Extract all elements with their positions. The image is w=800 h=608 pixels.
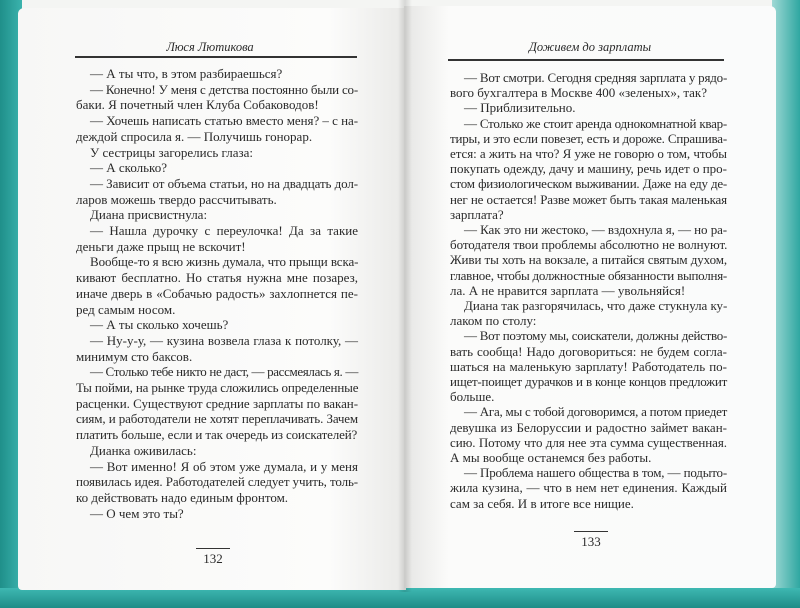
- paragraph: [450, 328, 727, 404]
- text-line: — Вот смотри. Сегодня средняя зарплата у рядо-: [464, 70, 728, 85]
- text-line: — А сколько?: [90, 160, 167, 176]
- text-line: шаться на маленькую зарплату! Работодатель по-: [450, 358, 727, 374]
- paragraph: [450, 222, 727, 298]
- text-line: расценки. Существуют средние зарплаты по вакан-: [76, 395, 358, 411]
- paragraph: [76, 145, 358, 161]
- right-page-number: 133: [581, 534, 601, 549]
- text-line: тиры, и это если повезет, есть и дороже. Спрашива-: [450, 130, 727, 146]
- text-line: больше.: [450, 389, 495, 405]
- text-line: ла. А не нравится зарплата — увольняйся!: [450, 282, 686, 298]
- text-line: — Вот именно! Я об этом уже думала, и у меня: [90, 458, 358, 474]
- left-page-number-rule: [196, 548, 230, 549]
- text-line: жила кузина, — что в нем нет единения. Каждый: [450, 480, 727, 496]
- text-line: Ты пойми, на рынке труда сложились определенные: [76, 380, 359, 396]
- text-line: ботодателя твои проблемы абсолютно не волнуют.: [450, 237, 728, 253]
- paragraph: [76, 113, 358, 144]
- right-running-head: Доживем до зарплаты: [528, 40, 652, 54]
- left-running-head: Люся Лютикова: [166, 40, 254, 54]
- text-line: У сестрицы загорелись глаза:: [90, 144, 254, 160]
- text-line: деньги даже прыщ не вскочит!: [76, 238, 246, 254]
- left-page-number: 132: [203, 551, 223, 566]
- text-line: иначе дверь в «Собачью радость» захлопнется пе-: [76, 285, 358, 301]
- paragraph: [76, 333, 358, 364]
- book-cover-right-edge: [772, 0, 800, 608]
- text-line: ко действовать надо единым фронтом.: [76, 489, 289, 505]
- paragraph: [76, 82, 358, 113]
- paragraph: [76, 443, 358, 459]
- text-line: вать сообща! Надо договориться: не будем согла-: [450, 343, 727, 359]
- text-line: Диана так разгорячилась, что даже стукнула ку-: [464, 298, 728, 314]
- right-page-number-rule: [574, 531, 608, 532]
- text-line: — Конечно! У меня с детства постоянно были со-: [90, 81, 358, 97]
- text-line: — Как это ни жестоко, — вздохнула я, — но ра-: [464, 222, 727, 238]
- text-line: ется: а жить на что? Я уже не говорю о том, чтобы: [450, 146, 727, 162]
- text-line: Дианка оживилась:: [90, 442, 197, 458]
- text-line: нег не остается! Разве может быть такая маленькая: [450, 191, 727, 207]
- paragraph: [450, 100, 727, 115]
- text-line: платить больше, если и так очередь из соискателей?: [76, 427, 358, 443]
- paragraph: [450, 465, 727, 511]
- paragraph: [450, 70, 727, 100]
- text-line: главное, чтобы должностные обязанности выполня-: [450, 267, 727, 283]
- text-line: ларов можешь твердо рассчитывать.: [76, 191, 277, 207]
- book-gutter: [398, 0, 412, 592]
- text-line: А мы вообще останемся без работы.: [450, 450, 652, 466]
- right-header-rule: [448, 59, 724, 61]
- text-line: Диана присвистнула:: [90, 207, 208, 223]
- text-line: девушка из Белоруссии и радостно займет вакан-: [450, 419, 727, 435]
- paragraph: [450, 116, 727, 222]
- text-line: сам за себя. И в итоге все нищие.: [450, 495, 634, 511]
- text-line: ред самым носом.: [76, 301, 176, 317]
- text-line: — Вот поэтому мы, соискатели, должны действо-: [464, 328, 727, 344]
- paragraph: [76, 364, 358, 443]
- text-line: сиям, и работодатели не хотят переплачивать. Зачем: [76, 411, 358, 427]
- text-line: минимум сто баксов.: [76, 348, 193, 364]
- text-line: Живи ты хоть на вокзале, а питайся святым духом,: [450, 252, 727, 268]
- paragraph: [450, 404, 727, 465]
- text-line: лаком по столу:: [450, 313, 537, 329]
- text-line: стом физиологическом выживании. Даже на еду де-: [450, 176, 727, 192]
- text-line: — Нашла дурочку с переулочка! Да за такие: [90, 223, 358, 239]
- text-line: сию. Потому что для нее эта сумма существенная.: [450, 434, 727, 450]
- paragraph: [76, 459, 358, 506]
- text-line: покупать одежду, дачу и машину, речь идет о про-: [450, 161, 728, 177]
- text-line: Вообще-то я всю жизнь думала, что прыщи вска-: [90, 254, 359, 270]
- text-line: — Ну-у-у, — кузина возвела глаза к потолку, —: [90, 332, 358, 348]
- text-line: баки. Я почетный член Клуба Собаководов!: [76, 97, 319, 113]
- text-line: — А ты что, в этом разбираешься?: [90, 66, 283, 81]
- text-line: — Столько тебе никто не даст, — рассмеялась я. —: [90, 364, 358, 380]
- paragraph: [76, 506, 358, 522]
- text-line: ищет-поищет дурачков и в конце концов предложит: [450, 374, 727, 390]
- paragraph: [76, 254, 358, 317]
- text-line: — Столько же стоит аренда однокомнатной квар-: [464, 115, 727, 131]
- text-line: вого бухгалтера в Москве 400 «зеленых», так?: [450, 85, 708, 101]
- text-line: зарплата?: [450, 206, 504, 222]
- paragraph: [76, 160, 358, 176]
- text-line: появилась идея. Работодателей следует учить, толь-: [76, 474, 359, 490]
- left-page-text: [76, 66, 358, 521]
- paragraph: [76, 176, 358, 207]
- text-line: — Зависит от объема статьи, но на двадцать дол-: [90, 175, 358, 191]
- left-header-rule: [75, 56, 357, 58]
- text-line: — О чем это ты?: [90, 505, 184, 521]
- text-line: — Ага, мы с тобой договоримся, а потом приедет: [464, 404, 728, 420]
- text-line: — Приблизительно.: [464, 100, 576, 116]
- paragraph: [76, 207, 358, 223]
- paragraph: [450, 298, 727, 328]
- text-line: деждой спросила я. — Получишь гонорар.: [76, 128, 313, 144]
- text-line: кивают бесплатно. Но статья нужна мне позарез,: [76, 270, 358, 286]
- text-line: — А ты сколько хочешь?: [90, 317, 229, 333]
- right-page-text: [450, 70, 727, 511]
- paragraph: [76, 66, 358, 82]
- text-line: — Хочешь написать статью вместо меня? – с на-: [90, 113, 358, 129]
- paragraph: [76, 317, 358, 333]
- paragraph: [76, 223, 358, 254]
- text-line: — Проблема нашего общества в том, — подыто-: [464, 465, 727, 481]
